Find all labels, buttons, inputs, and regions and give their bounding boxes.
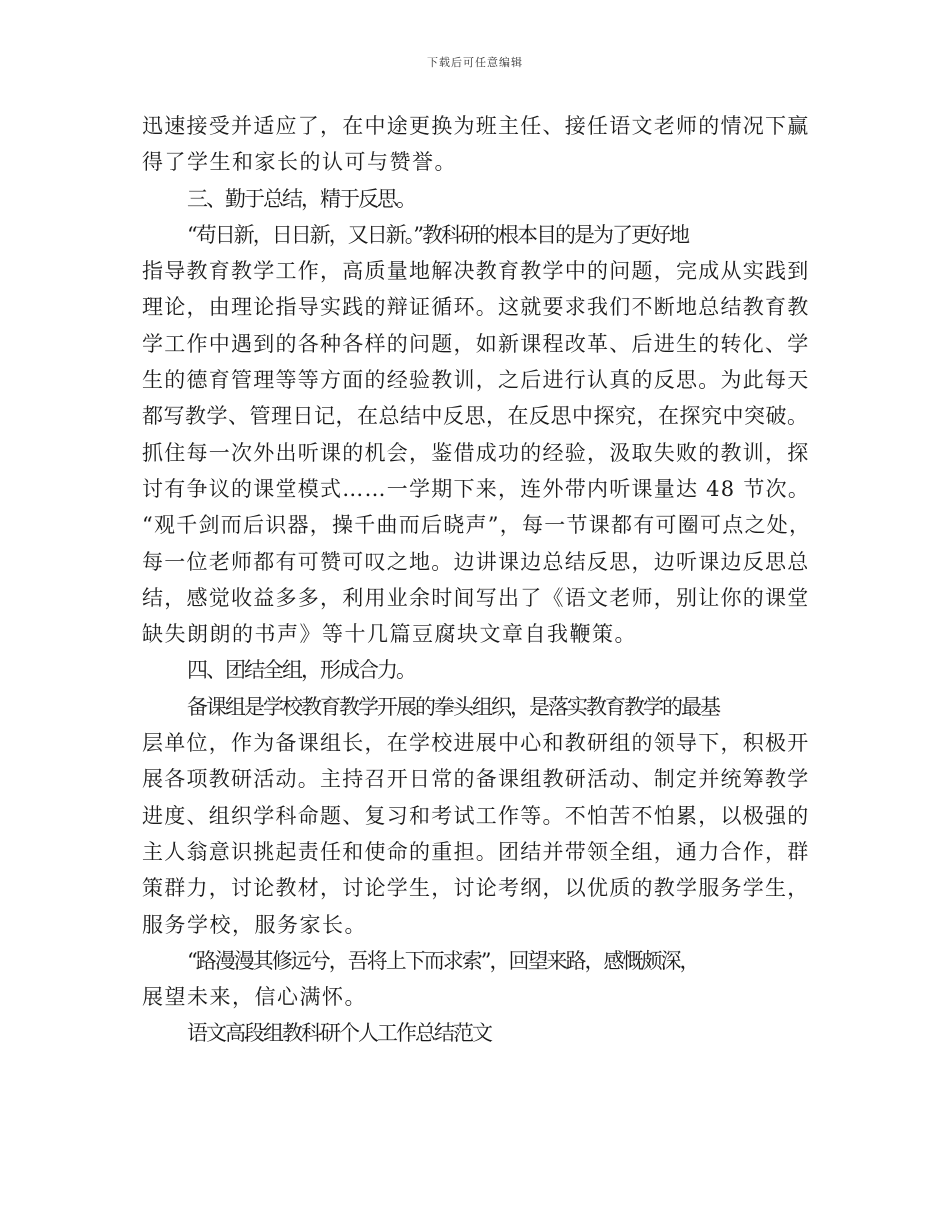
text-line: “苟日新，日日新，又日新。”教科研的根本目的是为了更好地: [187, 222, 688, 247]
text-line: 四、团结全组，形成合力。: [187, 658, 415, 683]
document-body: [142, 108, 812, 1052]
text-line: 展各项教研活动。主持召开日常的备课组教研活动、制定并统筹教学: [142, 767, 810, 792]
text-line: 抓住每一次外出听课的机会，鉴借成功的经验，汲取失败的教训，探: [142, 440, 810, 465]
text-line: 主人翁意识挑起责任和使命的重担。团结并带领全组，通力合作，群: [142, 839, 810, 864]
text-line: “观千剑而后识器，操千曲而后晓声”，每一节课都有可圈可点之处，: [142, 513, 812, 538]
text-line: 进度、组织学科命题、复习和考试工作等。不怕苦不怕累，以极强的: [142, 803, 810, 828]
text-line: 每一位老师都有可赞可叹之地。边讲课边总结反思，边听课边反思总: [142, 549, 810, 574]
text-line: 得了学生和家长的认可与赞誉。: [142, 150, 457, 175]
text-line: 备课组是学校教育教学开展的拳头组织，是落实教育教学的最基: [187, 694, 719, 719]
text-line: 展望未来，信心满怀。: [142, 985, 367, 1010]
text-line: 生的德育管理等等方面的经验教训，之后进行认真的反思。为此每天: [142, 368, 810, 393]
text-line: 策群力，讨论教材，讨论学生，讨论考纲，以优质的教学服务学生，: [142, 876, 810, 901]
text-line: 三、勤于总结，精于反思。: [187, 186, 415, 211]
text-line: 讨有争议的课堂模式……一学期下来，连外带内听课量达 48 节次。: [142, 476, 811, 501]
text-line: 理论，由理论指导实践的辩证循环。这就要求我们不断地总结教育教: [142, 295, 810, 320]
text-line: 层单位，作为备课组长，在学校进展中心和教研组的领导下，积极开: [142, 731, 810, 756]
text-line: 结，感觉收益多多，利用业余时间写出了《语文老师，别让你的课堂: [142, 585, 810, 610]
text-line: 指导教育教学工作，高质量地解决教育教学中的问题，完成从实践到: [142, 259, 810, 284]
text-line: “路漫漫其修远兮，吾将上下而求索”，回望来路，感慨颇深，: [187, 948, 699, 973]
text-line: 服务学校，服务家长。: [142, 912, 367, 937]
text-line: 缺失朗朗的书声》等十几篇豆腐块文章自我鞭策。: [142, 622, 637, 647]
text-line: 都写教学、管理日记，在总结中反思，在反思中探究，在探究中突破。: [142, 404, 809, 429]
text-line: 迅速接受并适应了，在中途更换为班主任、接任语文老师的情况下赢: [142, 114, 810, 138]
text-line: 语文高段组教科研个人工作总结范文: [187, 1021, 491, 1046]
text-line: 学工作中遇到的各种各样的问题，如新课程改革、后进生的转化、学: [142, 331, 810, 356]
page-header-note: 下载后可任意编辑: [427, 56, 523, 69]
